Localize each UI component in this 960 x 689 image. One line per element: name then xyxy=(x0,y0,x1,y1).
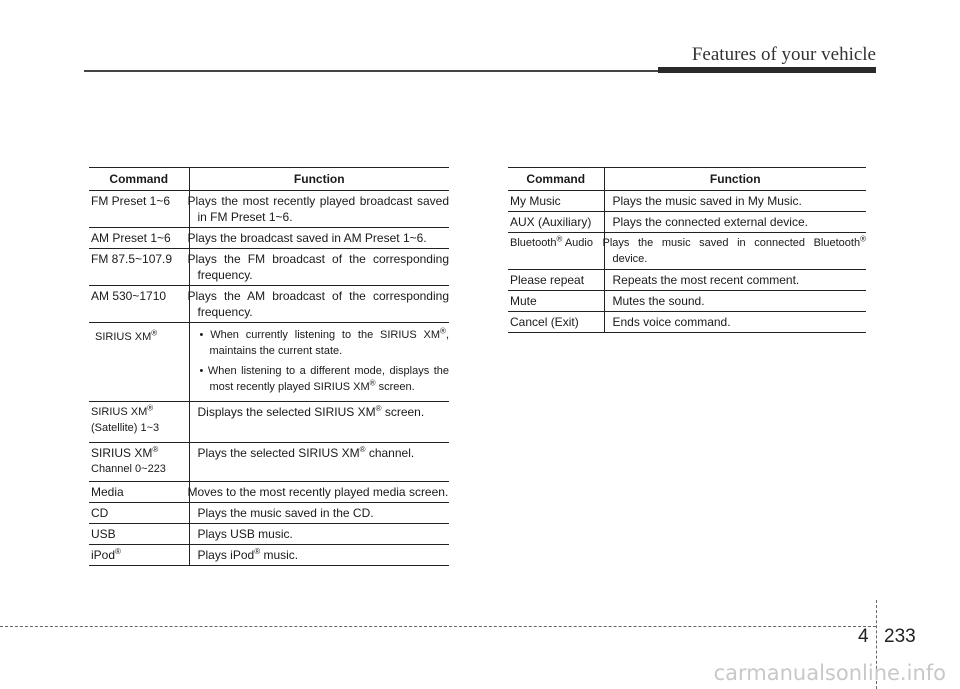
table-row xyxy=(89,545,449,566)
function-cell: Plays USB music. xyxy=(189,524,449,545)
table-row xyxy=(89,249,449,286)
bullet-text: When currently listening to the SIRIUS XM xyxy=(210,329,441,341)
chapter-number: 4 xyxy=(858,626,869,647)
command-text: Audio xyxy=(562,237,593,249)
bullet-text: , maintains the current state. xyxy=(209,329,449,357)
header-rule xyxy=(84,70,660,72)
table-row xyxy=(508,291,866,312)
registered-mark: ® xyxy=(115,547,121,556)
header-rule-accent xyxy=(658,67,876,73)
table-row xyxy=(508,212,866,233)
command-cell xyxy=(89,323,189,402)
function-text: screen. xyxy=(381,405,425,419)
command-cell: Media xyxy=(89,482,189,503)
function-cell xyxy=(189,443,449,482)
command-subtext: Channel 0~223 xyxy=(91,463,166,475)
table-row xyxy=(89,323,449,402)
table-row xyxy=(89,503,449,524)
table-row xyxy=(89,482,449,503)
bullet-text: screen. xyxy=(375,381,415,393)
function-cell xyxy=(189,323,449,402)
table-row xyxy=(508,270,866,291)
function-cell xyxy=(189,545,449,566)
function-text: device. xyxy=(612,253,648,265)
voice-command-table-right xyxy=(508,167,866,333)
command-text: SIRIUS XM xyxy=(95,331,152,343)
command-cell: CD xyxy=(89,503,189,524)
registered-mark: ® xyxy=(254,547,261,556)
table-row xyxy=(89,191,449,228)
watermark-text: carmanualsonline.info xyxy=(713,661,946,685)
column-header-function: Function xyxy=(604,168,866,191)
command-cell: My Music xyxy=(508,191,604,212)
table-row xyxy=(89,228,449,249)
function-text: Plays the selected SIRIUS XM xyxy=(197,446,360,460)
command-text: SIRIUS XM xyxy=(91,406,148,418)
command-text: Bluetooth xyxy=(510,237,557,249)
command-cell: AUX (Auxiliary) xyxy=(508,212,604,233)
function-cell: Repeats the most recent comment. xyxy=(604,270,866,291)
function-cell: Plays the FM broadcast of the corresponding frequency. xyxy=(189,249,449,286)
registered-mark: ® xyxy=(359,445,366,454)
command-text: SIRIUS XM xyxy=(91,446,153,460)
registered-mark: ® xyxy=(152,445,159,454)
registered-mark: ® xyxy=(151,328,158,338)
function-text: music. xyxy=(260,548,299,562)
footer-rule xyxy=(0,626,876,627)
registered-mark: ® xyxy=(369,378,376,388)
registered-mark: ® xyxy=(375,404,382,413)
function-text: Displays the selected SIRIUS XM xyxy=(197,405,376,419)
registered-mark: ® xyxy=(147,403,154,413)
function-cell: Mutes the sound. xyxy=(604,291,866,312)
function-text: Plays the music saved in connected Bluetooth xyxy=(602,237,861,249)
command-cell: AM 530~1710 xyxy=(89,286,189,323)
page-number: 233 xyxy=(884,626,916,647)
command-cell xyxy=(89,443,189,482)
function-cell: Plays the music saved in My Music. xyxy=(604,191,866,212)
bullet-item: • When currently listening to the SIRIUS XM®, maintains the current state. xyxy=(199,326,449,357)
function-cell xyxy=(604,233,866,270)
table-row xyxy=(89,402,449,443)
function-text: channel. xyxy=(365,446,415,460)
table-row xyxy=(89,524,449,545)
function-cell: Plays the AM broadcast of the corresponding frequency. xyxy=(189,286,449,323)
table-row xyxy=(89,286,449,323)
function-cell: Plays the most recently played broadcast saved in FM Preset 1~6. xyxy=(189,191,449,228)
table-row xyxy=(89,443,449,482)
function-cell: Plays the broadcast saved in AM Preset 1~6. xyxy=(189,228,449,249)
column-header-function: Function xyxy=(189,168,449,191)
function-cell: Plays the connected external device. xyxy=(604,212,866,233)
voice-command-table-left xyxy=(89,167,449,566)
column-header-command: Command xyxy=(89,168,189,191)
registered-mark: ® xyxy=(440,326,446,336)
function-cell xyxy=(189,402,449,443)
command-cell: Cancel (Exit) xyxy=(508,312,604,333)
command-cell: AM Preset 1~6 xyxy=(89,228,189,249)
bullet-text: When listening to a different mode, displays the most recently played SIRIUS XM xyxy=(207,365,449,393)
table-row xyxy=(508,312,866,333)
command-cell xyxy=(89,545,189,566)
function-cell: Ends voice command. xyxy=(604,312,866,333)
command-cell: FM Preset 1~6 xyxy=(89,191,189,228)
command-cell: Mute xyxy=(508,291,604,312)
table-row xyxy=(508,191,866,212)
table-row xyxy=(508,233,866,270)
command-cell: Please repeat xyxy=(508,270,604,291)
column-header-command: Command xyxy=(508,168,604,191)
function-cell: Plays the music saved in the CD. xyxy=(189,503,449,524)
registered-mark: ® xyxy=(556,234,563,244)
command-cell xyxy=(89,402,189,443)
bullet-item: • When listening to a different mode, displays the most recently played SIRIUS XM® screen. xyxy=(199,365,449,393)
command-cell: FM 87.5~107.9 xyxy=(89,249,189,286)
function-cell: Moves to the most recently played media screen. xyxy=(189,482,449,503)
command-subtext: (Satellite) 1~3 xyxy=(91,422,160,434)
command-cell xyxy=(508,233,604,270)
registered-mark: ® xyxy=(860,234,866,244)
function-text: Plays iPod xyxy=(197,548,255,562)
page-header-title: Features of your vehicle xyxy=(691,44,876,65)
command-cell: USB xyxy=(89,524,189,545)
command-text: iPod xyxy=(91,548,116,562)
